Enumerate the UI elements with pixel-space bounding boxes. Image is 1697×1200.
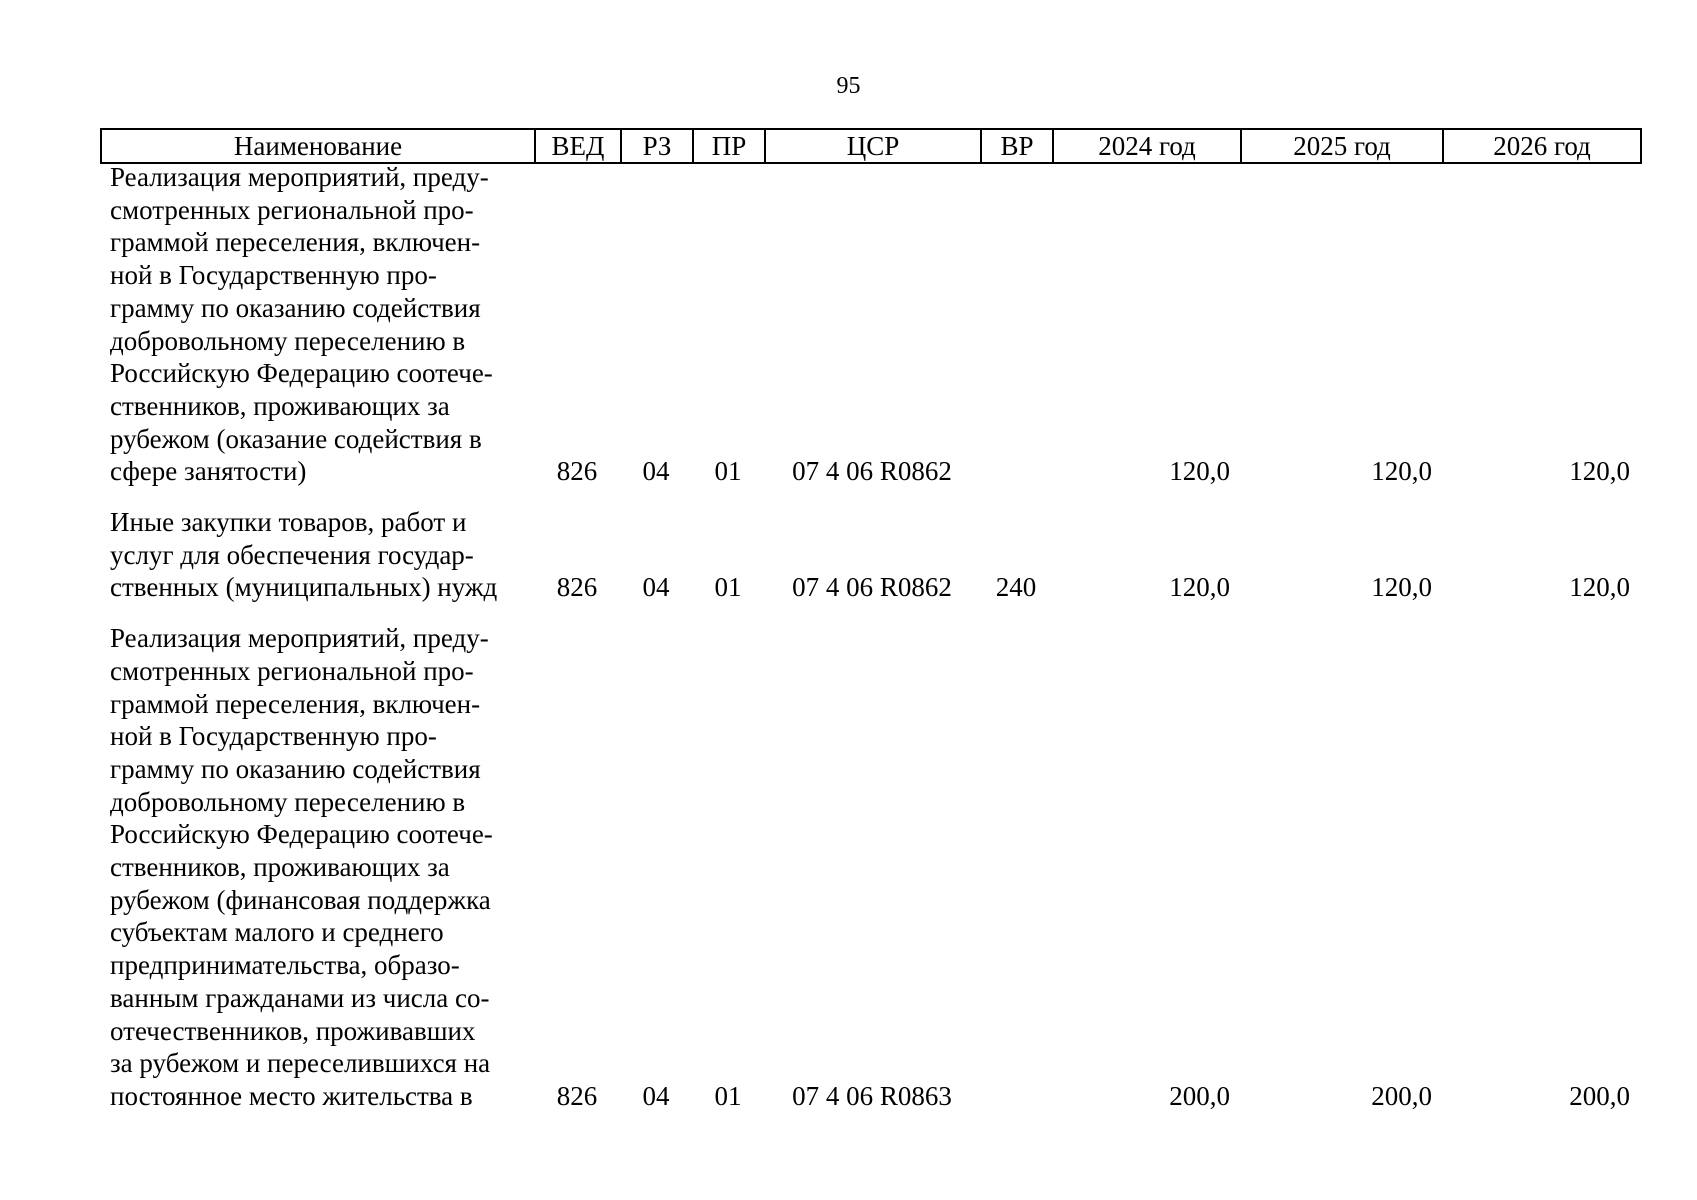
column-header-rz: РЗ [621, 129, 693, 163]
table-row [100, 622, 1640, 1113]
name-line: добровольному переселению в [110, 325, 466, 356]
name-line: граммой переселения, включен- [110, 227, 481, 258]
name-line: предпринимательства, образо- [110, 950, 460, 981]
cell-2025: 120,0 [1371, 572, 1432, 603]
cell-2025: 200,0 [1371, 1080, 1432, 1111]
row-name [100, 506, 534, 604]
column-header-name: Наименование [101, 129, 535, 163]
name-line: услуг для обеспечения государ- [110, 539, 474, 570]
cell-ved: 826 [556, 1080, 598, 1111]
column-header-csr: ЦСР [765, 129, 981, 163]
name-line: смотренных региональной про- [110, 194, 474, 225]
name-line: грамму по оказанию содействия [110, 753, 481, 784]
cell-rz: 04 [642, 456, 670, 487]
name-line: ной в Государственную про- [110, 260, 437, 291]
budget-table-body [100, 161, 1640, 1113]
cell-2026: 120,0 [1569, 572, 1630, 603]
cell-vr: 240 [995, 572, 1037, 603]
name-line: ственных (муниципальных) нужд [110, 572, 498, 603]
cell-ved: 826 [556, 456, 598, 487]
row-name [100, 161, 534, 488]
name-line: Реализация мероприятий, преду- [110, 623, 489, 654]
name-line: ванным гражданами из числа со- [110, 982, 490, 1013]
name-line: Реализация мероприятий, преду- [110, 162, 489, 192]
cell-pr: 01 [714, 1080, 742, 1111]
cell-csr: 07 4 06 R0862 [792, 572, 952, 603]
cell-2025: 120,0 [1371, 456, 1432, 487]
column-header-2026: 2026 год [1443, 129, 1641, 163]
name-line: граммой переселения, включен- [110, 688, 481, 719]
cell-2026: 120,0 [1569, 456, 1630, 487]
name-line: сфере занятости) [110, 456, 307, 487]
cell-2024: 120,0 [1169, 572, 1230, 603]
cell-rz: 04 [642, 1080, 670, 1111]
cell-rz: 04 [642, 572, 670, 603]
table-row [100, 506, 1640, 604]
name-line: рубежом (оказание содействия в [110, 423, 482, 454]
cell-csr: 07 4 06 R0862 [792, 456, 952, 487]
row-spacer [100, 488, 1640, 506]
column-header-vr: ВР [981, 129, 1053, 163]
column-header-2025: 2025 год [1241, 129, 1443, 163]
row-spacer [100, 604, 1640, 622]
name-line: ственников, проживающих за [110, 390, 450, 421]
table-row [100, 161, 1640, 488]
column-header-2024: 2024 год [1053, 129, 1241, 163]
name-line: отечественников, проживавших [110, 1015, 476, 1046]
name-line: Иные закупки товаров, работ и [110, 507, 467, 538]
cell-2024: 200,0 [1169, 1080, 1230, 1111]
cell-csr: 07 4 06 R0863 [792, 1080, 952, 1111]
cell-pr: 01 [714, 572, 742, 603]
cell-vr [980, 161, 1052, 488]
column-header-ved: ВЕД [535, 129, 621, 163]
name-line: добровольному переселению в [110, 786, 466, 817]
row-name [100, 622, 534, 1113]
column-header-pr: ПР [693, 129, 765, 163]
table-header [100, 128, 1642, 164]
name-line: за рубежом и переселившихся на [110, 1048, 491, 1079]
name-line: ственников, проживающих за [110, 852, 450, 883]
cell-ved: 826 [556, 572, 598, 603]
cell-2024: 120,0 [1169, 456, 1230, 487]
page-number: 95 [836, 73, 861, 99]
name-line: рубежом (финансовая поддержка [110, 884, 491, 915]
cell-pr: 01 [714, 456, 742, 487]
name-line: ной в Государственную про- [110, 721, 437, 752]
name-line: смотренных региональной про- [110, 655, 474, 686]
cell-2026: 200,0 [1569, 1080, 1630, 1111]
name-line: Российскую Федерацию соотече- [110, 819, 493, 850]
name-line: постоянное место жительства в [110, 1080, 473, 1111]
name-line: грамму по оказанию содействия [110, 292, 481, 323]
name-line: Российскую Федерацию соотече- [110, 358, 493, 389]
cell-vr [980, 622, 1052, 1113]
name-line: субъектам малого и среднего [110, 917, 444, 948]
